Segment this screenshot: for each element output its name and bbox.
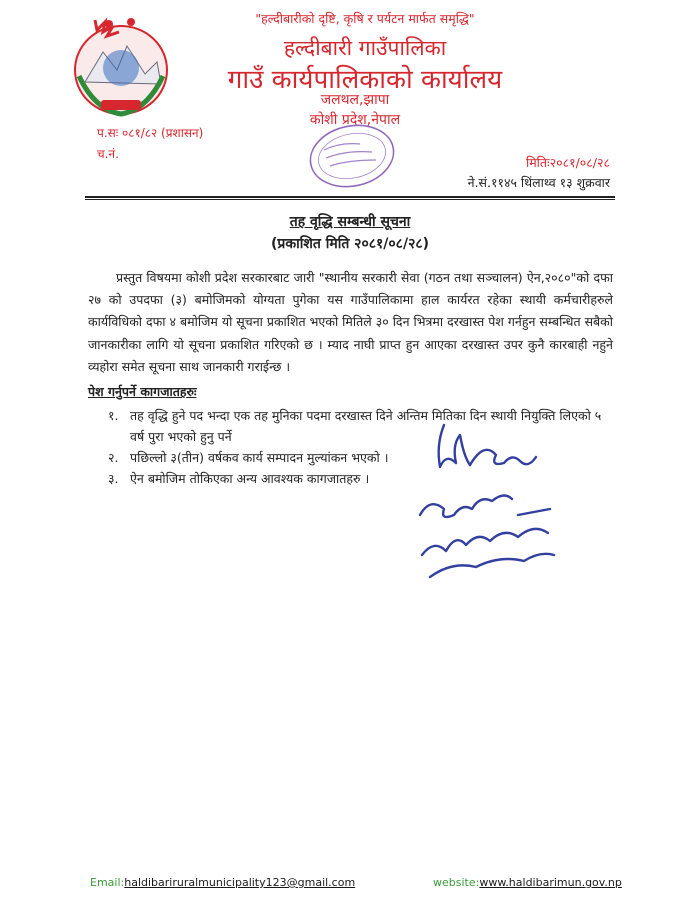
list-item-text: तह वृद्धि हुने पद भन्दा एक तह मुनिका पदमा दरखास्त दिने अन्तिम मितिका दिन स्थायी नियुक्ति लिएको ५ वर्ष पुरा भएको हुनु पर्ने bbox=[130, 408, 602, 444]
government-emblem-icon bbox=[65, 12, 177, 122]
website-label: website: bbox=[433, 876, 480, 889]
website-link[interactable]: www.haldibarimun.gov.np bbox=[479, 876, 622, 889]
municipality-name: हल्दीबारी गाउँपालिका bbox=[283, 36, 447, 60]
documents-list-heading: पेश गर्नुपर्ने कागजातहरुः bbox=[88, 384, 197, 399]
email-link[interactable]: haldibariruralmunicipality123@gmail.com bbox=[124, 876, 356, 889]
letterhead-motto: "हल्दीबारीको दृष्टि, कृषि र पर्यटन मार्फत समृद्धि" bbox=[255, 11, 475, 26]
office-location-province: कोशी प्रदेश,नेपाल bbox=[309, 112, 401, 128]
list-item-number: २. bbox=[108, 450, 119, 465]
footer-email bbox=[90, 876, 355, 889]
notice-publish-date: (प्रकाशित मिति २०८१/०८/२८) bbox=[270, 236, 430, 252]
notice-title: तह वृद्धि सम्बन्धी सूचना bbox=[289, 214, 411, 230]
header-divider-thin bbox=[85, 199, 615, 200]
notice-body: प्रस्तुत विषयमा कोशी प्रदेश सरकारबाट जारी "स्थानीय सरकारी सेवा (गठन तथा सञ्चालन) ऐन,२०८०"को दफा २७ को उपदफा (३) बमोजिमको योग्यता पुगेका यस गाउँपालिकामा हाल कार्यरत रहेका स्थायी कर्मचारीहरुले कार्यविधिको दफा ४ बमोजिम यो सूचना प्रकाशित भएको मितिले ३० दिन भित्रमा दरखास्त पेश गर्नहुन सम्बन्धित सबैको जानकारीका लागि यो सूचना प्रकाशित गरिएको छ । म्याद नाघी प्राप्त हुन आएका दरखास्त उपर कुनै कारबाही नहुने व्यहोरा समेत सूचना साथ जानकारी गराईन्छ । bbox=[88, 270, 613, 374]
letter-date: मितिः२०८१/०८/२८ bbox=[525, 155, 610, 170]
list-item-text: पछिल्लो ३(तीन) वर्षकव कार्य सम्पादन मुल्यांकन भएको । bbox=[130, 450, 389, 465]
footer-website bbox=[433, 876, 622, 889]
signature-icon bbox=[400, 405, 580, 590]
header-divider bbox=[85, 196, 615, 198]
list-item-number: ३. bbox=[108, 471, 119, 486]
email-label: Email: bbox=[90, 876, 125, 889]
list-item-text: ऐन बमोजिम तोकिएका अन्य आवश्यक कागजातहरु । bbox=[130, 471, 370, 486]
nepal-sambat-date: ने.सं.११४५ थिंलाथ्व १३ शुक्रवार bbox=[467, 175, 610, 190]
office-name: गाउँ कार्यपालिकाको कार्यालय bbox=[227, 65, 503, 95]
letter-reference-number: प.सः ०८१/८२ (प्रशासन) bbox=[97, 126, 204, 140]
office-location-district: जलथल,झापा bbox=[320, 92, 390, 108]
list-item-number: १. bbox=[108, 408, 119, 423]
dispatch-number: च.नं. bbox=[97, 147, 119, 161]
